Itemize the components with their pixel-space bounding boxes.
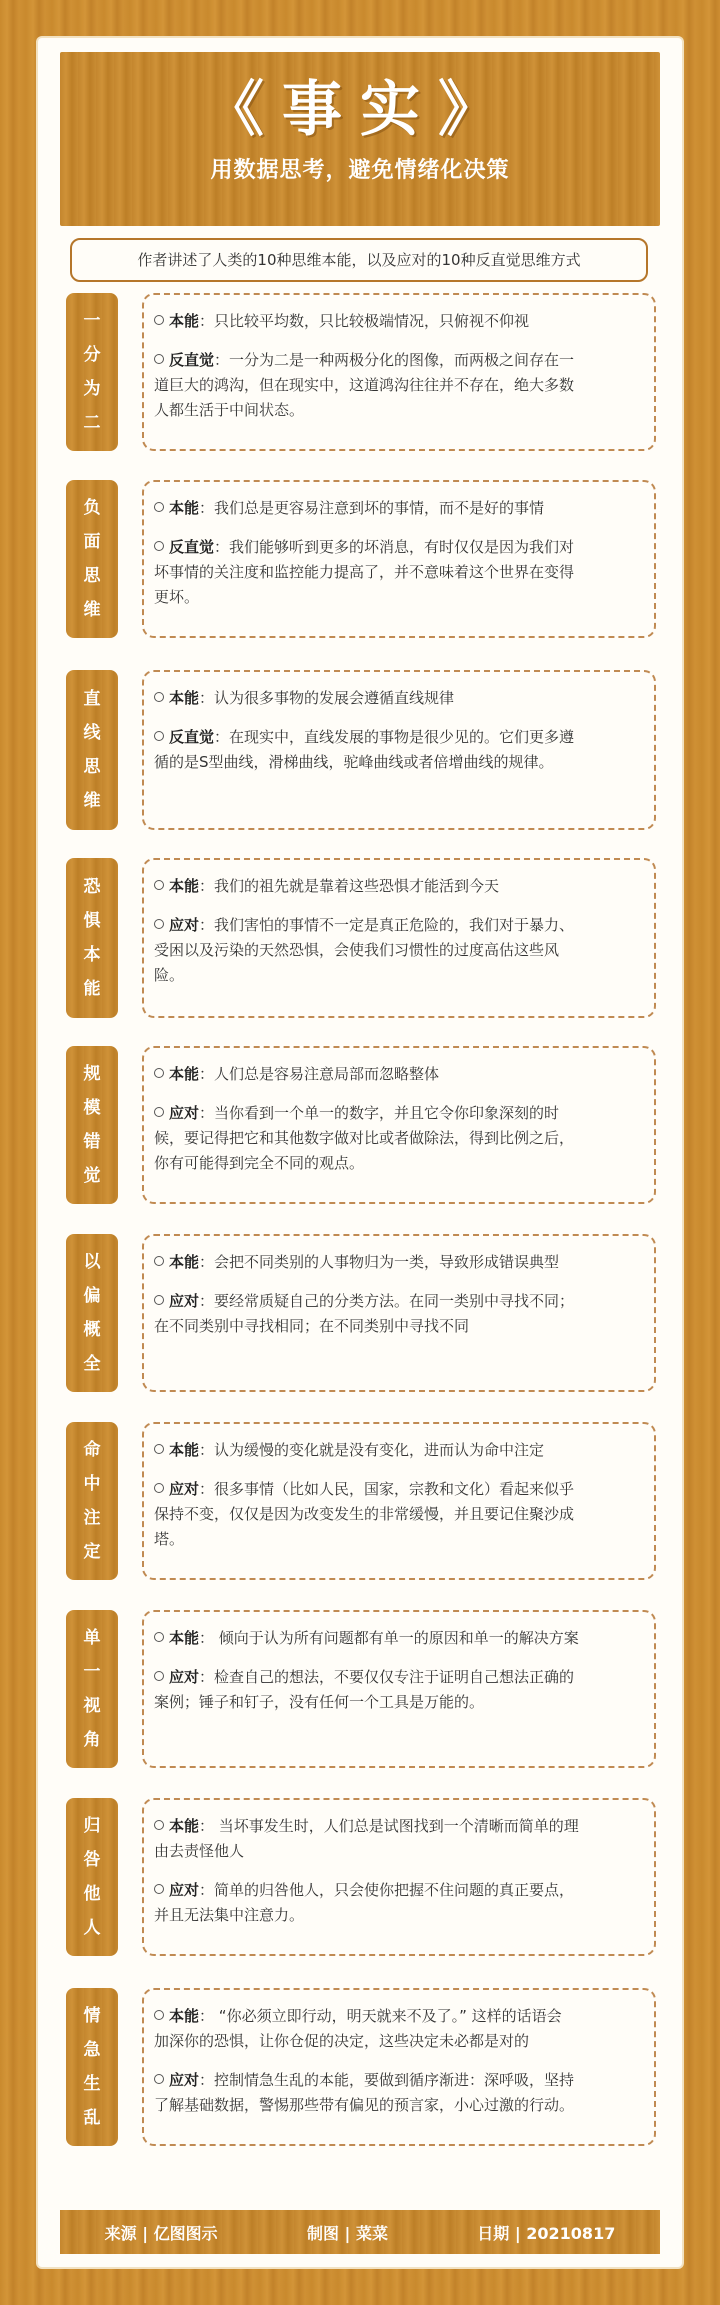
label-colon: ： — [199, 312, 215, 330]
section-tab-char: 视 — [83, 1696, 101, 1716]
response-text: 很多事情（比如人民，国家，宗教和文化）看起来似乎 — [214, 1480, 575, 1498]
section-content-box — [142, 1422, 656, 1580]
section-tab-char: 偏 — [83, 1286, 101, 1306]
instinct-label: 本能 — [169, 1065, 200, 1083]
instinct-label: 本能 — [169, 2007, 200, 2025]
response-line — [154, 938, 644, 963]
section-tab-char: 本 — [83, 945, 101, 965]
instinct-line — [154, 2004, 644, 2029]
response-text: 险。 — [154, 966, 185, 984]
response-label: 应对 — [169, 1668, 200, 1686]
label-colon: ： — [214, 728, 230, 746]
instinct-label: 本能 — [169, 689, 200, 707]
response-label: 应对 — [169, 1881, 200, 1899]
response-line — [154, 1527, 644, 1552]
section-row — [66, 480, 656, 638]
section-tab-char: 负 — [83, 498, 101, 518]
label-colon: ： — [199, 1629, 215, 1647]
page-subtitle: 用数据思考，避免情绪化决策 — [210, 158, 510, 183]
bullet-icon — [154, 2074, 164, 2084]
response-text: 在不同类别中寻找相同；在不同类别中寻找不同 — [154, 1317, 470, 1335]
instinct-label: 本能 — [169, 499, 200, 517]
instinct-line — [154, 1062, 644, 1087]
bullet-icon — [154, 731, 164, 741]
instinct-text-continued: 加深你的恐惧，让你仓促的决定，这些决定未必都是对的 — [154, 2032, 530, 2050]
response-text: 一分为二是一种两极分化的图像，而两极之间存在一 — [229, 351, 575, 369]
instinct-text: 只比较平均数，只比较极端情况，只俯视不仰视 — [214, 312, 530, 330]
intro-box: 作者讲述了人类的10种思维本能，以及应对的10种反直觉思维方式 — [70, 238, 648, 282]
section-row — [66, 1234, 656, 1392]
label-colon: ： — [199, 1104, 215, 1122]
bullet-icon — [154, 1884, 164, 1894]
instinct-text: 倾向于认为所有问题都有单一的原因和单一的解决方案 — [214, 1629, 579, 1647]
response-line — [154, 1903, 644, 1928]
response-text: 我们能够听到更多的坏消息，有时仅仅是因为我们对 — [229, 538, 575, 556]
label-colon: ： — [199, 689, 215, 707]
response-line — [154, 1690, 644, 1715]
response-text: 人都生活于中间状态。 — [154, 401, 305, 419]
instinct-text: 我们总是更容易注意到坏的事情，而不是好的事情 — [214, 499, 545, 517]
response-text: 控制情急生乱的本能，要做到循序渐进：深呼吸，坚持 — [214, 2071, 575, 2089]
instinct-text: 认为缓慢的变化就是没有变化，进而认为命中注定 — [214, 1441, 545, 1459]
response-text: 保持不变，仅仅是因为改变发生的非常缓慢，并且要记住聚沙成 — [154, 1505, 575, 1523]
section-row — [66, 293, 656, 451]
spacer — [154, 1463, 644, 1477]
instinct-label: 本能 — [169, 312, 200, 330]
instinct-line — [154, 309, 644, 334]
response-line — [154, 585, 644, 610]
label-colon: ： — [199, 2007, 215, 2025]
section-tab-char: 能 — [83, 979, 101, 999]
section-tab-char: 思 — [83, 757, 101, 777]
instinct-text: 我们的祖先就是靠着这些恐惧才能活到今天 — [214, 877, 500, 895]
section-tab — [66, 1422, 118, 1580]
response-text: 检查自己的想法，不要仅仅专注于证明自己想法正确的 — [214, 1668, 575, 1686]
response-label: 应对 — [169, 1104, 200, 1122]
section-tab-char: 单 — [83, 1628, 101, 1648]
section-row — [66, 1422, 656, 1580]
section-tab-char: 线 — [83, 723, 101, 743]
section-tab-char: 中 — [83, 1474, 101, 1494]
section-tab-char: 情 — [83, 2006, 101, 2026]
spacer — [154, 521, 644, 535]
bullet-icon — [154, 1068, 164, 1078]
section-tab-char: 分 — [83, 345, 101, 365]
section-tab — [66, 670, 118, 830]
section-tab-char: 维 — [83, 791, 101, 811]
section-row — [66, 1610, 656, 1768]
section-tab-char: 规 — [83, 1064, 101, 1084]
section-tab-char: 觉 — [83, 1166, 101, 1186]
response-label: 反直觉 — [169, 538, 215, 556]
section-content-box — [142, 670, 656, 830]
response-text: 更坏。 — [154, 588, 200, 606]
instinct-line — [154, 1438, 644, 1463]
response-label: 应对 — [169, 916, 200, 934]
label-colon: ： — [199, 499, 215, 517]
response-text: 道巨大的鸿沟，但在现实中，这道鸿沟往往并不存在，绝大多数 — [154, 376, 575, 394]
bullet-icon — [154, 692, 164, 702]
instinct-text: “你必须立即行动，明天就来不及了。” 这样的话语会 — [214, 2007, 562, 2025]
response-text: 案例；锤子和钉子，没有任何一个工具是万能的。 — [154, 1693, 485, 1711]
response-line — [154, 725, 644, 750]
section-tab-char: 思 — [83, 566, 101, 586]
spacer — [154, 2054, 644, 2068]
section-tab-char: 角 — [83, 1730, 101, 1750]
response-text: 了解基础数据，警惕那些带有偏见的预言家，小心过激的行动。 — [154, 2096, 575, 2114]
bullet-icon — [154, 354, 164, 364]
response-text: 坏事情的关注度和监控能力提高了，并不意味着这个世界在变得 — [154, 563, 575, 581]
instinct-line — [154, 496, 644, 521]
section-tab-char: 二 — [83, 413, 101, 433]
response-line — [154, 373, 644, 398]
response-line — [154, 535, 644, 560]
section-content-box — [142, 1798, 656, 1956]
section-row — [66, 1046, 656, 1204]
response-line — [154, 1314, 644, 1339]
bullet-icon — [154, 1671, 164, 1681]
section-tab-char: 注 — [83, 1508, 101, 1528]
section-row — [66, 1988, 656, 2146]
response-text: 简单的归咎他人，只会使你把握不住问题的真正要点， — [214, 1881, 575, 1899]
response-line — [154, 560, 644, 585]
section-tab — [66, 858, 118, 1018]
instinct-line — [154, 686, 644, 711]
section-tab-char: 归 — [83, 1816, 101, 1836]
section-tab-char: 人 — [83, 1918, 101, 1938]
bullet-icon — [154, 919, 164, 929]
instinct-text-continued: 由去责怪他人 — [154, 1842, 245, 1860]
section-row — [66, 1798, 656, 1956]
section-tab — [66, 1798, 118, 1956]
instinct-text: 认为很多事物的发展会遵循直线规律 — [214, 689, 455, 707]
section-tab — [66, 1234, 118, 1392]
response-label: 应对 — [169, 1292, 200, 1310]
bullet-icon — [154, 1256, 164, 1266]
response-line — [154, 1878, 644, 1903]
section-tab-char: 命 — [83, 1440, 101, 1460]
response-text: 当你看到一个单一的数字，并且它令你印象深刻的时 — [214, 1104, 560, 1122]
instinct-label: 本能 — [169, 1817, 200, 1835]
instinct-label: 本能 — [169, 877, 200, 895]
section-tab-char: 概 — [83, 1320, 101, 1340]
response-label: 应对 — [169, 1480, 200, 1498]
section-tab — [66, 480, 118, 638]
label-colon: ： — [199, 1253, 215, 1271]
instinct-text: 会把不同类别的人事物归为一类，导致形成错误典型 — [214, 1253, 560, 1271]
instinct-line — [154, 1626, 644, 1651]
section-tab-char: 乱 — [83, 2108, 101, 2128]
section-content-box — [142, 480, 656, 638]
label-colon: ： — [199, 877, 215, 895]
response-text: 我们害怕的事情不一定是真正危险的，我们对于暴力、 — [214, 916, 575, 934]
section-tab-char: 为 — [83, 379, 101, 399]
label-colon: ： — [199, 1668, 215, 1686]
instinct-label: 本能 — [169, 1629, 200, 1647]
response-line — [154, 1502, 644, 1527]
label-colon: ： — [199, 1480, 215, 1498]
label-colon: ： — [199, 1881, 215, 1899]
spacer — [154, 334, 644, 348]
spacer — [154, 899, 644, 913]
section-tab-char: 全 — [83, 1354, 101, 1374]
instinct-line — [154, 874, 644, 899]
response-label: 应对 — [169, 2071, 200, 2089]
footer-source: 来源 | 亿图图示 — [104, 2223, 218, 2243]
section-content-box — [142, 293, 656, 451]
section-content-box — [142, 1988, 656, 2146]
label-colon: ： — [199, 1441, 215, 1459]
instinct-line — [154, 1250, 644, 1275]
instinct-text: 当坏事发生时，人们总是试图找到一个清晰而简单的理 — [214, 1817, 579, 1835]
bullet-icon — [154, 2010, 164, 2020]
response-text: 受困以及污染的天然恐惧，会使我们习惯性的过度高估这些风 — [154, 941, 560, 959]
response-line — [154, 1665, 644, 1690]
bullet-icon — [154, 1107, 164, 1117]
section-tab-char: 定 — [83, 1542, 101, 1562]
bullet-icon — [154, 1820, 164, 1830]
section-tab-char: 生 — [83, 2074, 101, 2094]
response-line — [154, 348, 644, 373]
section-tab-char: 一 — [83, 1662, 101, 1682]
response-text: 并且无法集中注意力。 — [154, 1906, 305, 1924]
spacer — [154, 1864, 644, 1878]
response-line — [154, 398, 644, 423]
section-tab — [66, 1988, 118, 2146]
response-text: 你有可能得到完全不同的观点。 — [154, 1154, 365, 1172]
label-colon: ： — [199, 1065, 215, 1083]
instinct-text: 人们总是容易注意局部而忽略整体 — [214, 1065, 440, 1083]
label-colon: ： — [199, 916, 215, 934]
response-line — [154, 913, 644, 938]
label-colon: ： — [199, 1817, 215, 1835]
section-content-box — [142, 858, 656, 1018]
instinct-label: 本能 — [169, 1441, 200, 1459]
section-tab-char: 恐 — [83, 877, 101, 897]
label-colon: ： — [214, 351, 230, 369]
page-title: 《事实》 — [204, 75, 516, 145]
section-content-box — [142, 1046, 656, 1204]
response-label: 反直觉 — [169, 728, 215, 746]
infographic-frame — [38, 38, 682, 2267]
spacer — [154, 1651, 644, 1665]
response-line — [154, 1151, 644, 1176]
label-colon: ： — [199, 2071, 215, 2089]
section-tab-char: 维 — [83, 600, 101, 620]
footer-maker: 制图 | 菜菜 — [306, 2223, 388, 2243]
bullet-icon — [154, 541, 164, 551]
response-line — [154, 1477, 644, 1502]
response-text: 候，要记得把它和其他数字做对比或者做除法，得到比例之后， — [154, 1129, 575, 1147]
section-content-box — [142, 1610, 656, 1768]
section-tab — [66, 1046, 118, 1204]
section-tab-char: 一 — [83, 311, 101, 331]
spacer — [154, 711, 644, 725]
section-tab-char: 模 — [83, 1098, 101, 1118]
section-tab-char: 咎 — [83, 1850, 101, 1870]
response-text: 循的是S型曲线，滑梯曲线，驼峰曲线或者倍增曲线的规律。 — [154, 753, 554, 771]
footer-date: 日期 | 20210817 — [477, 2223, 616, 2243]
spacer — [154, 1087, 644, 1101]
section-tab-char: 他 — [83, 1884, 101, 1904]
section-tab — [66, 293, 118, 451]
response-line — [154, 750, 644, 775]
response-text: 塔。 — [154, 1530, 185, 1548]
section-row — [66, 670, 656, 830]
response-line — [154, 1289, 644, 1314]
instinct-label: 本能 — [169, 1253, 200, 1271]
section-tab-char: 以 — [83, 1252, 101, 1272]
label-colon: ： — [214, 538, 230, 556]
section-tab — [66, 1610, 118, 1768]
response-line — [154, 963, 644, 988]
response-label: 反直觉 — [169, 351, 215, 369]
bullet-icon — [154, 315, 164, 325]
bullet-icon — [154, 502, 164, 512]
bullet-icon — [154, 880, 164, 890]
response-line — [154, 2093, 644, 2118]
bullet-icon — [154, 1483, 164, 1493]
section-tab-char: 错 — [83, 1132, 101, 1152]
spacer — [154, 1275, 644, 1289]
section-tab-char: 直 — [83, 689, 101, 709]
footer-bar — [60, 2210, 660, 2254]
section-content-box — [142, 1234, 656, 1392]
label-colon: ： — [199, 1292, 215, 1310]
header-banner — [60, 52, 660, 226]
instinct-line — [154, 1814, 644, 1839]
bullet-icon — [154, 1444, 164, 1454]
section-row — [66, 858, 656, 1018]
bullet-icon — [154, 1632, 164, 1642]
section-tab-char: 面 — [83, 532, 101, 552]
response-text: 要经常质疑自己的分类方法。在同一类别中寻找不同； — [214, 1292, 575, 1310]
response-text: 在现实中，直线发展的事物是很少见的。它们更多遵 — [229, 728, 575, 746]
section-tab-char: 急 — [83, 2040, 101, 2060]
response-line — [154, 1101, 644, 1126]
response-line — [154, 2068, 644, 2093]
section-tab-char: 惧 — [83, 911, 101, 931]
bullet-icon — [154, 1295, 164, 1305]
response-line — [154, 1126, 644, 1151]
